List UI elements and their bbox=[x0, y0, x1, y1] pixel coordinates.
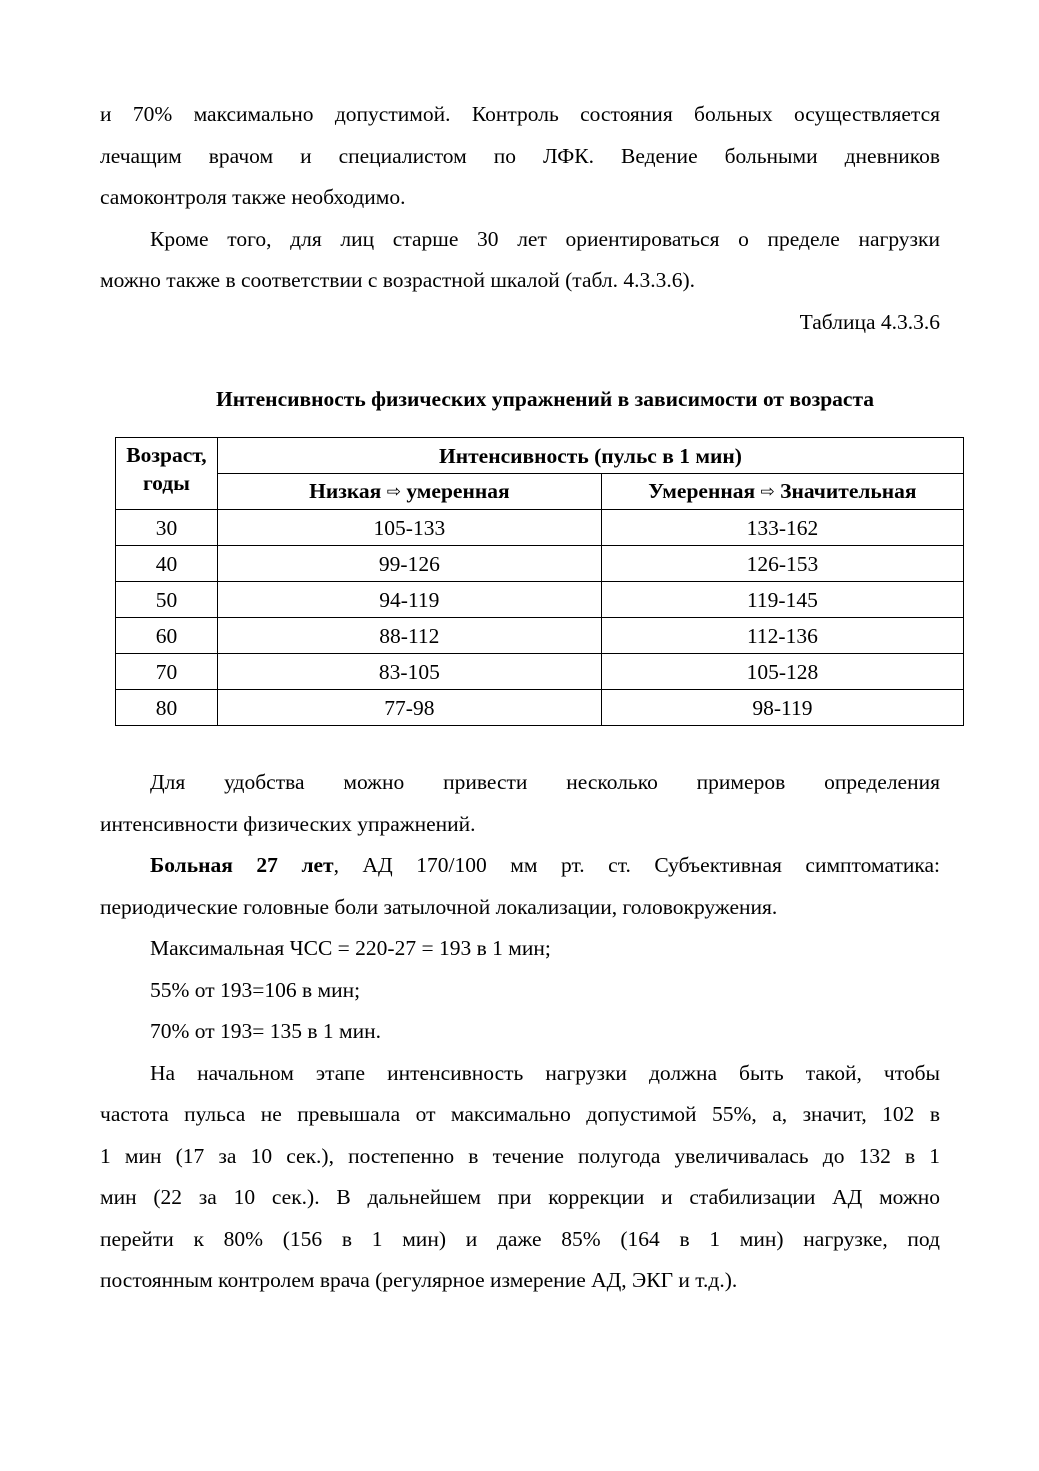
table-row bbox=[116, 510, 964, 546]
arrow-right-icon: ⇨ bbox=[386, 482, 401, 502]
text-line: перейти к 80% (156 в 1 мин) и даже 85% (164 в 1 мин) нагрузке, под bbox=[100, 1226, 940, 1251]
text-line: Для удобства можно привести несколько примеров определения bbox=[150, 770, 940, 794]
age-header bbox=[116, 438, 218, 510]
low-cell: 88-112 bbox=[217, 618, 601, 654]
text-line: периодические головные боли затылочной локализации, головокружения. bbox=[100, 894, 778, 919]
paragraph-5 bbox=[100, 1053, 940, 1302]
table-caption: Таблица 4.3.3.6 bbox=[799, 309, 940, 334]
age-cell: 50 bbox=[116, 582, 218, 618]
text-line: интенсивности физических упражнений. bbox=[100, 811, 476, 836]
age-header-line1: Возраст, bbox=[126, 443, 207, 467]
document-body bbox=[100, 762, 940, 1302]
table-row bbox=[116, 582, 964, 618]
low-moderate-header bbox=[217, 474, 601, 510]
mod-cell: 119-145 bbox=[601, 582, 963, 618]
low-cell: 77-98 bbox=[217, 690, 601, 726]
moderate-label: умеренная bbox=[406, 479, 510, 503]
mod-cell: 105-128 bbox=[601, 654, 963, 690]
table-header-row bbox=[116, 438, 964, 474]
text-line: На начальном этапе интенсивность нагрузки должна быть такой, чтобы bbox=[150, 1060, 940, 1085]
text-line bbox=[100, 845, 940, 887]
text-line: самоконтроля также необходимо. bbox=[100, 185, 406, 209]
age-cell: 80 bbox=[116, 690, 218, 726]
document-page bbox=[100, 94, 940, 415]
text-line: Кроме того, для лиц старше 30 лет ориентироваться о пределе нагрузки bbox=[150, 226, 940, 251]
calc-line-2: 55% от 193=106 в мин; bbox=[150, 977, 361, 1002]
moderate-label: Умеренная bbox=[648, 479, 756, 503]
calc-line-3: 70% от 193= 135 в 1 мин. bbox=[150, 1019, 382, 1043]
paragraph-1 bbox=[100, 94, 940, 219]
low-cell: 94-119 bbox=[217, 582, 601, 618]
age-cell: 30 bbox=[116, 510, 218, 546]
low-label: Низкая bbox=[309, 479, 382, 503]
text-line: 1 мин (17 за 10 сек.), постепенно в течение полугода увеличивалась до 132 в 1 bbox=[100, 1143, 940, 1168]
mod-cell: 112-136 bbox=[601, 618, 963, 654]
paragraph-4 bbox=[100, 845, 940, 928]
table-row bbox=[116, 690, 964, 726]
age-cell: 60 bbox=[116, 618, 218, 654]
text-line: можно также в соответствии с возрастной шкалой (табл. 4.3.3.6). bbox=[100, 268, 696, 292]
calc-line-1: Максимальная ЧСС = 220-27 = 193 в 1 мин; bbox=[150, 936, 551, 960]
low-cell: 99-126 bbox=[217, 546, 601, 582]
table-row bbox=[116, 618, 964, 654]
patient-details: , АД 170/100 мм рт. ст. Субъективная симптоматика: bbox=[333, 853, 940, 877]
arrow-right-icon: ⇨ bbox=[760, 482, 775, 502]
table-title: Интенсивность физических упражнений в зависимости от возраста bbox=[215, 387, 875, 411]
table-subheader-row bbox=[116, 474, 964, 510]
age-cell: 70 bbox=[116, 654, 218, 690]
text-line: лечащим врачом и специалистом по ЛФК. Ведение больными дневников bbox=[100, 143, 940, 168]
paragraph-2 bbox=[100, 219, 940, 302]
age-cell: 40 bbox=[116, 546, 218, 582]
moderate-significant-header bbox=[601, 474, 963, 510]
table-row bbox=[116, 546, 964, 582]
significant-label: Значительная bbox=[780, 479, 917, 503]
text-line: частота пульса не превышала от максимально допустимой 55%, а, значит, 102 в bbox=[100, 1102, 940, 1126]
text-line: постоянным контролем врача (регулярное измерение АД, ЭКГ и т.д.). bbox=[100, 1268, 738, 1292]
paragraph-3 bbox=[100, 762, 940, 845]
low-cell: 105-133 bbox=[217, 510, 601, 546]
intensity-header: Интенсивность (пульс в 1 мин) bbox=[217, 438, 963, 474]
table-row bbox=[116, 654, 964, 690]
patient-label: Больная 27 лет bbox=[150, 853, 334, 877]
mod-cell: 98-119 bbox=[601, 690, 963, 726]
mod-cell: 126-153 bbox=[601, 546, 963, 582]
text-line: мин (22 за 10 сек.). В дальнейшем при коррекции и стабилизации АД можно bbox=[100, 1185, 940, 1209]
mod-cell: 133-162 bbox=[601, 510, 963, 546]
age-header-line2: годы bbox=[142, 471, 190, 495]
low-cell: 83-105 bbox=[217, 654, 601, 690]
intensity-table bbox=[115, 437, 964, 726]
text-line: и 70% максимально допустимой. Контроль состояния больных осуществляется bbox=[100, 102, 940, 126]
